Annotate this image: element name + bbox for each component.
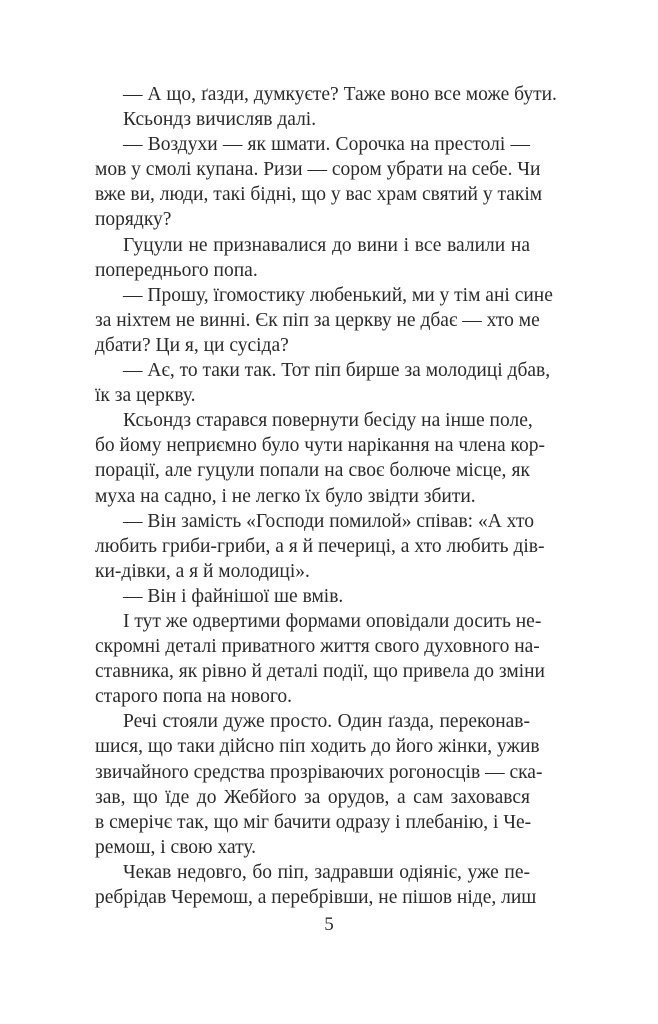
text-line: в смерічє так, що міг бачити одразу і плебанію, і Че- <box>95 811 532 833</box>
paragraph-1 <box>95 82 557 107</box>
text-line: — Прошу, їгомостику любенький, ми у тім ані сине <box>123 284 553 306</box>
text-line: порядку? <box>95 209 172 231</box>
text-line: порації, але гуцули попали на своє болюче місце, як <box>95 460 530 482</box>
paragraph-6 <box>95 358 551 408</box>
paragraph-8 <box>95 509 545 584</box>
text-line: Ксьондз старався повернути бесіду на інше поле, <box>123 410 533 432</box>
text-line: бо йому неприємно було чути нарікання на члена кор- <box>95 435 546 457</box>
text-line: ремош, і свою хату. <box>95 836 257 858</box>
text-line: ребрідав Черемош, а перебрівши, не пішов ніде, лиш <box>95 887 537 908</box>
paragraph-11 <box>95 709 543 860</box>
text-line: звичайного средства прозріваючих рогоносців — ска- <box>95 761 543 783</box>
text-line: — Ає, то таки так. Тот піп бирше за молодиці дбав, <box>123 360 551 382</box>
text-line: ставника, як рівно й деталі події, що привела до зміни <box>95 661 545 683</box>
text-line: Ксьондз вичисляв далі. <box>123 109 317 131</box>
paragraph-9 <box>95 584 530 609</box>
paragraph-10 <box>95 609 545 709</box>
text-line: за ніхтем не винні. Єк піп за церкву не дбає — хто ме <box>95 309 540 331</box>
text-line: — Воздухи — як шмати. Сорочка на престолі — <box>123 134 530 156</box>
text-line: скромні деталі приватного життя свого духовного на- <box>95 636 540 658</box>
paragraph-12 <box>95 860 537 910</box>
text-line: попереднього попа. <box>95 259 258 281</box>
text-line: старого попа на нового. <box>95 686 292 708</box>
text-line: шися, що таки дійсно піп ходить до його жінки, ужив <box>95 736 540 758</box>
paragraph-4 <box>95 233 530 283</box>
text-line: Чекав недовго, бо піп, задравши одіяніє, уже пе- <box>123 861 530 883</box>
text-line: ки-дівки, а я й молодиці». <box>95 560 310 582</box>
paragraph-2 <box>95 107 530 132</box>
text-line: дбати? Ци я, ци сусіда? <box>95 334 289 356</box>
text-line: — Він і файнішої ше вмів. <box>123 585 344 607</box>
text-line: Речі стояли дуже просто. Один ґазда, переконав- <box>123 711 530 733</box>
paragraph-5 <box>95 283 553 358</box>
text-line: — Він замість «Господи помилой» співав: «А хто <box>123 510 534 532</box>
text-line: мов у смолі купана. Ризи — сором убрати на себе. Чи <box>95 159 541 181</box>
paragraph-7 <box>95 408 546 508</box>
text-line: любить гриби-гриби, а я й печериці, а хто любить дів- <box>95 535 545 557</box>
text-line: Гуцули не признавалися до вини і все валили на <box>123 234 530 256</box>
text-line: муха на садно, і не легко їх було звідти збити. <box>95 485 476 507</box>
body-text <box>95 82 557 910</box>
text-line: І тут же одвертими формами оповідали досить не- <box>123 610 542 632</box>
text-line: вже ви, люди, такі бідні, що у вас храм святий у такім <box>95 184 543 206</box>
text-line: їк за церкву. <box>95 385 196 407</box>
text-line: — А що, ґазди, думкуєте? Таже воно все може бути. <box>123 84 557 105</box>
page-number: 5 <box>324 914 334 935</box>
paragraph-3 <box>95 132 543 232</box>
text-line: зав, що їде до Жебйого за орудов, а сам заховався <box>95 786 530 808</box>
